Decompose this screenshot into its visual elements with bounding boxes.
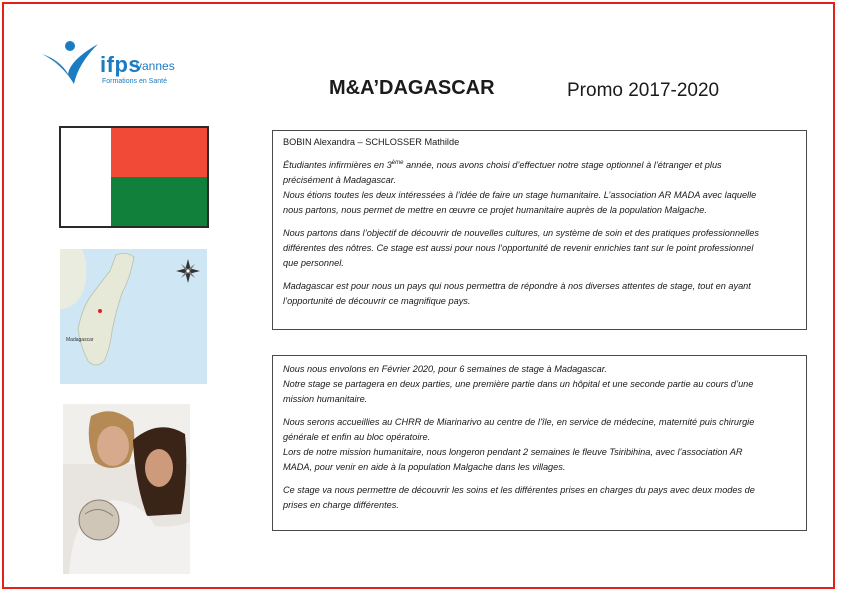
paragraph-3-cont: différentes des nôtres. Ce stage est aussi pour nous l’opportunité de revenir enrichies tant sur le point professionnel (283, 243, 754, 253)
paragraph-2: Nous étions toutes les deux intéressées à l’idée de faire un stage humanitaire. L’association AR MADA avec laquelle (283, 190, 757, 200)
stage-line-5: générale et enfin au bloc opératoire. (283, 432, 431, 442)
students-photo (63, 404, 190, 574)
page-title: M&A’DAGASCAR (329, 77, 495, 99)
stage-line-4: Nous serons accueillies au CHRR de Miarinarivo au centre de l’île, en service de médecine, maternité puis chirurgie (283, 417, 755, 427)
paragraph-1-cont: précisément à Madagascar. (283, 175, 397, 185)
paragraph-4: Madagascar est pour nous un pays qui nous permettra de répondre à nos diverses attentes de stage, tout en ayant (283, 281, 751, 291)
ifps-logo (40, 38, 175, 88)
stage-line-2: Notre stage se partagera en deux parties, une première partie dans un hôpital et une seconde partie au cours d’une (283, 379, 754, 389)
intro-text-box (272, 130, 807, 330)
logo-word: ifps (100, 52, 142, 77)
madagascar-map (60, 249, 207, 384)
stage-text-box (272, 355, 807, 531)
authors: BOBIN Alexandra – SCHLOSSER Mathilde (283, 137, 460, 147)
stage-line-9: prises en charge différentes. (283, 500, 399, 510)
paragraph-4-cont: l’opportunité de découvrir ce magnifique pays. (283, 296, 471, 306)
stage-line-3: mission humanitaire. (283, 394, 368, 404)
stage-line-7: MADA, pour venir en aide à la population Malgache dans les villages. (283, 462, 566, 472)
stage-line-6: Lors de notre mission humanitaire, nous longeron pendant 2 semaines le fleuve Tsiribihina, avec l’association AR (283, 447, 743, 457)
paragraph-3: Nous partons dans l’objectif de découvrir de nouvelles cultures, un système de soin et des pratiques professionnelles (283, 228, 759, 238)
logo-city: vannes (136, 59, 175, 73)
flag-red-band (111, 128, 207, 177)
paragraph-1: Étudiantes infirmières en 3ème année, nous avons choisi d’effectuer notre stage optionnel à l’étranger et plus (283, 159, 722, 170)
promo-label: Promo 2017-2020 (567, 80, 720, 101)
map-country-label: Madagascar (66, 337, 94, 343)
logo-subtitle: Formations en Santé (102, 78, 167, 85)
flag-green-band (111, 177, 207, 226)
paragraph-3-end: que personnel. (283, 258, 344, 268)
madagascar-flag (59, 126, 209, 228)
stage-line-1: Nous nous envolons en Février 2020, pour 6 semaines de stage à Madagascar. (283, 364, 607, 374)
logo-figure-icon (40, 38, 100, 88)
paragraph-2-cont: nous partons, nous permet de mettre en œuvre ce projet humanitaire auprès de la population Malgache. (283, 205, 707, 215)
flag-white-band (61, 128, 111, 226)
stage-line-8: Ce stage va nous permettre de découvrir les soins et les différentes prises en charges du pays avec deux modes de (283, 485, 755, 495)
